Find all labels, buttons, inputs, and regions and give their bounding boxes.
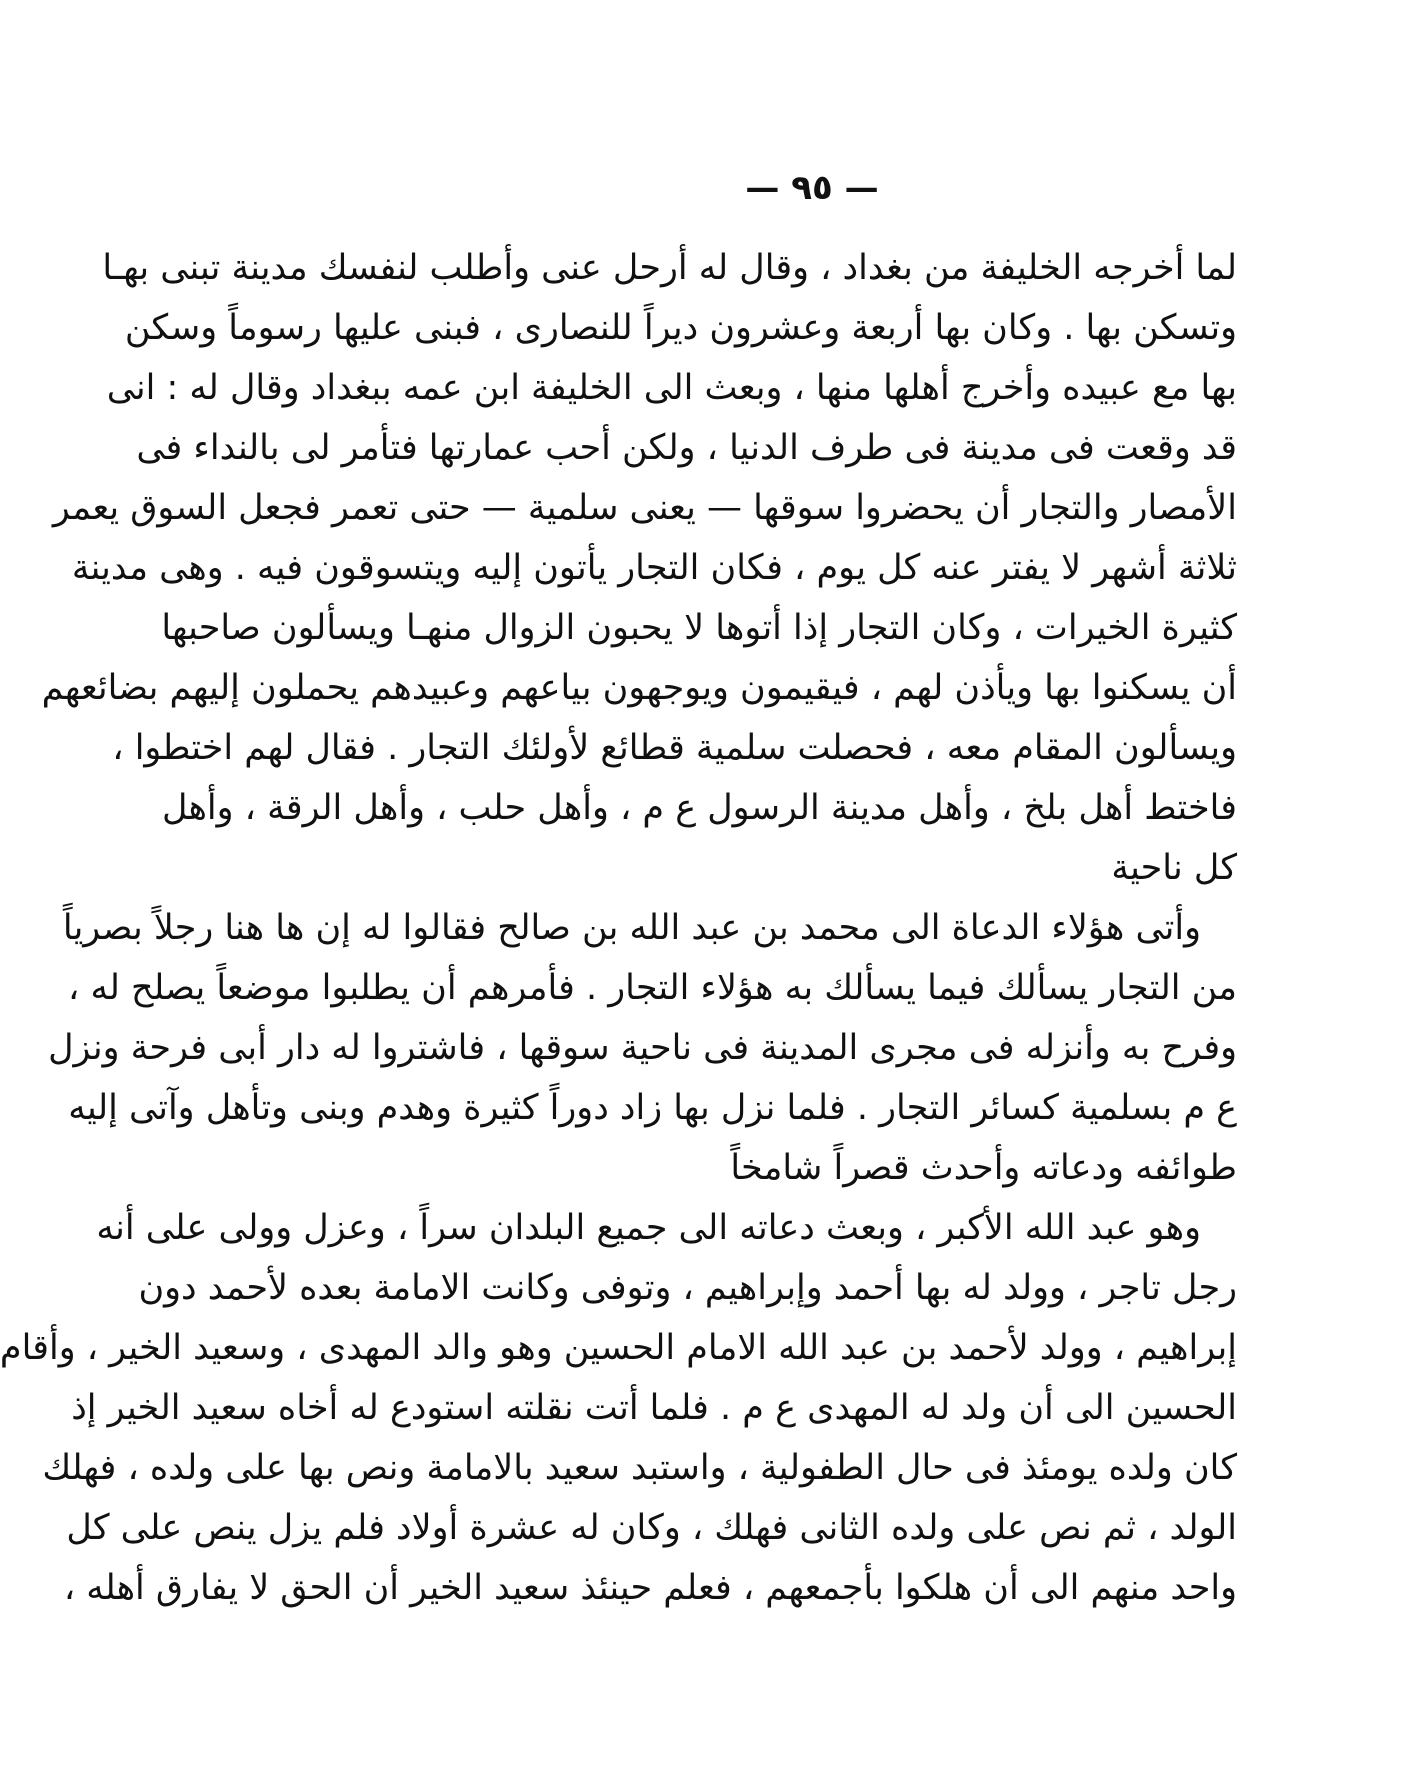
text-line: الأمصار والتجار أن يحضروا سوقها — يعنى سلمية — حتى تعمر فجعل السوق يعمر [52, 488, 1237, 528]
text-line: الحسين الى أن ولد له المهدى ع م . فلما أتت نقلته استودع له أخاه سعيد الخير إذ [71, 1388, 1237, 1428]
text-line: فاختط أهل بلخ ، وأهل مدينة الرسول ع م ، وأهل حلب ، وأهل الرقة ، وأهل [161, 788, 1237, 828]
text-line: ويسألون المقام معه ، فحصلت سلمية قطائع لأولئك التجار . فقال لهم اختطوا ، [112, 728, 1237, 768]
text-line: من التجار يسألك فيما يسألك به هؤلاء التجار . فأمرهم أن يطلبوا موضعاً يصلح له ، [68, 968, 1237, 1008]
paragraph-1 [41, 238, 1237, 898]
text-line: وأتى هؤلاء الدعاة الى محمد بن عبد الله بن صالح فقالوا له إن ها هنا رجلاً بصرياً [62, 908, 1201, 948]
text-line: إبراهيم ، وولد لأحمد بن عبد الله الامام الحسين وهو والد المهدى ، وسعيد الخير ، وأقام [0, 1328, 1237, 1368]
text-line: كان ولده يومئذ فى حال الطفولية ، واستبد سعيد بالامامة ونص بها على ولده ، فهلك [42, 1448, 1237, 1488]
text-line: الولد ، ثم نص على ولده الثانى فهلك ، وكان له عشرة أولاد فلم يزل ينص على كل [66, 1508, 1237, 1548]
text-line: لما أخرجه الخليفة من بغداد ، وقال له أرحل عنى وأطلب لنفسك مدينة تبنى بهـا [102, 248, 1237, 288]
text-line: بها مع عبيده وأخرج أهلها منها ، وبعث الى الخليفة ابن عمه ببغداد وقال له : انى [106, 368, 1237, 408]
text-line: وتسكن بها . وكان بها أربعة وعشرون ديراً للنصارى ، فبنى عليها رسوماً وسكن [124, 308, 1237, 348]
text-line: كل ناحية [1111, 848, 1237, 888]
body-text [0, 238, 1237, 1618]
text-line: قد وقعت فى مدينة فى طرف الدنيا ، ولكن أحب عمارتها فتأمر لى بالنداء فى [136, 428, 1237, 468]
text-line: رجل تاجر ، وولد له بها أحمد وإبراهيم ، وتوفى وكانت الامامة بعده لأحمد دون [138, 1268, 1237, 1308]
page-number: — ٩٥ — [745, 168, 879, 208]
text-line: واحد منهم الى أن هلكوا بأجمعهم ، فعلم حينئذ سعيد الخير أن الحق لا يفارق أهله ، [63, 1568, 1237, 1608]
paragraph-3 [0, 1198, 1237, 1618]
text-line: وهو عبد الله الأكبر ، وبعث دعاته الى جميع البلدان سراً ، وعزل وولى على أنه [96, 1208, 1201, 1248]
text-line: ع م بسلمية كسائر التجار . فلما نزل بها زاد دوراً كثيرة وهدم وبنى وتأهل وآتى إليه [68, 1088, 1237, 1128]
text-line: كثيرة الخيرات ، وكان التجار إذا أتوها لا يحبون الزوال منهـا ويسألون صاحبها [161, 608, 1237, 648]
text-line: طوائفه ودعاته وأحدث قصراً شامخاً [730, 1148, 1237, 1188]
text-line: أن يسكنوا بها ويأذن لهم ، فيقيمون ويوجهون بياعهم وعبيدهم يحملون إليهم بضائعهم [41, 668, 1237, 708]
text-line: ثلاثة أشهر لا يفتر عنه كل يوم ، فكان التجار يأتون إليه ويتسوقون فيه . وهى مدينة [71, 548, 1237, 588]
paragraph-2 [48, 898, 1237, 1198]
text-line: وفرح به وأنزله فى مجرى المدينة فى ناحية سوقها ، فاشتروا له دار أبى فرحة ونزل [48, 1028, 1237, 1068]
